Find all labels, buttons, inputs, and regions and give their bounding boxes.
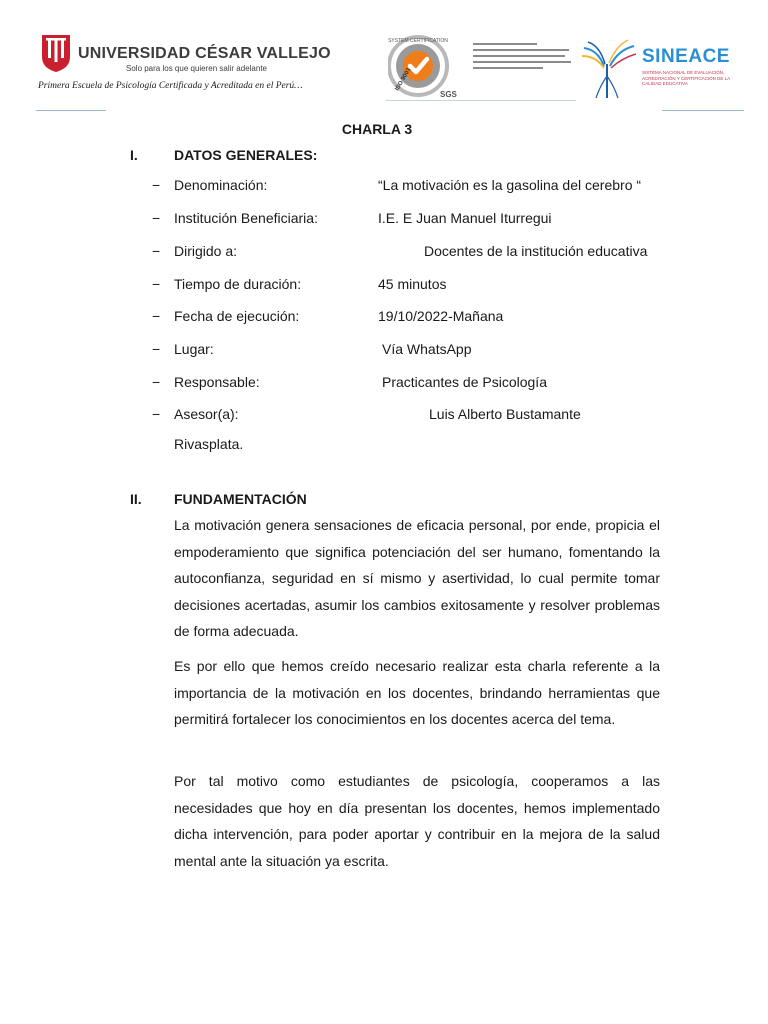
university-tagline: Solo para los que quieren salir adelante	[126, 64, 267, 73]
field-value-institucion: I.E. E Juan Manuel Iturregui	[378, 210, 552, 226]
sineace-subtitle: SISTEMA NACIONAL DE EVALUACIÓN, ACREDITACIÓN Y CERTIFICACIÓN DE LA CALIDAD EDUCATIVA	[642, 70, 730, 86]
bullet-dash: −	[152, 177, 161, 193]
header-rule-left	[36, 110, 106, 111]
sineace-emblem-icon	[578, 36, 640, 100]
seal-brand-text: SGS	[440, 90, 457, 99]
section-2-title: FUNDAMENTACIÓN	[174, 491, 307, 507]
header-rule-right	[662, 110, 744, 111]
field-value-responsable: Practicantes de Psicología	[382, 374, 547, 390]
field-value-lugar: Vía WhatsApp	[382, 341, 472, 357]
paragraph-3: Por tal motivo como estudiantes de psicología, cooperamos a las necesidades que hoy en día presentan los docentes, hemos implementado dicha intervención, para poder aportar y contribuir en la mejora de la salud mental ante la situación ya escrita.	[174, 773, 660, 869]
field-value-asesor-continuation: Rivasplata.	[174, 436, 244, 452]
bullet-dash: −	[152, 341, 161, 357]
sgs-certification-seal-icon	[388, 33, 472, 101]
field-value-duracion: 45 minutos	[378, 276, 447, 292]
section-1-number: I.	[130, 147, 138, 163]
field-label-asesor: Asesor(a):	[174, 406, 239, 422]
field-value-dirigido: Docentes de la institución educativa	[424, 243, 648, 259]
field-label-institucion: Institución Beneficiaria:	[174, 210, 318, 226]
school-line: Primera Escuela de Psicología Certificada y Acreditada en el Perú…	[38, 81, 303, 91]
field-label-responsable: Responsable:	[174, 374, 260, 390]
field-label-lugar: Lugar:	[174, 341, 214, 357]
section-1-title: DATOS GENERALES:	[174, 147, 318, 163]
certification-description-text	[473, 43, 573, 79]
section-2-number: II.	[130, 491, 142, 507]
document-title: CHARLA 3	[341, 121, 413, 137]
field-value-fecha: 19/10/2022-Mañana	[378, 308, 504, 324]
bullet-dash: −	[152, 308, 161, 324]
seal-iso-text: ISO 9001	[394, 67, 413, 92]
field-label-denominacion: Denominación:	[174, 177, 268, 193]
field-value-asesor: Luis Alberto Bustamante	[429, 406, 581, 422]
field-value-denominacion: “La motivación es la gasolina del cerebro “	[378, 177, 642, 193]
bullet-dash: −	[152, 406, 161, 422]
paragraph-2: Es por ello que hemos creído necesario realizar esta charla referente a la importancia de la motivación en los docentes, brindando herramientas que permitirá fortalecer los conocimientos en los docentes acerca del tema.	[174, 658, 660, 727]
university-name: UNIVERSIDAD CÉSAR VALLEJO	[78, 45, 331, 62]
sineace-name: SINEACE	[642, 46, 730, 67]
bullet-dash: −	[152, 210, 161, 226]
field-label-duracion: Tiempo de duración:	[174, 276, 302, 292]
header-divider	[386, 100, 576, 101]
bullet-dash: −	[152, 276, 161, 292]
bullet-dash: −	[152, 374, 161, 390]
field-label-fecha: Fecha de ejecución:	[174, 308, 300, 324]
ucv-emblem-icon	[40, 31, 72, 73]
paragraph-1: La motivación genera sensaciones de eficacia personal, por ende, propicia el empoderamiento que significa potenciación del ser humano, fomentando la autoconfianza, seguridad en sí mismo y asertividad, lo cual permite tomar decisiones acertadas, asumir los cambios exitosamente y resolver problemas de forma adecuada.	[174, 517, 660, 639]
seal-top-text: SYSTEM CERTIFICATION	[388, 38, 448, 44]
field-label-dirigido: Dirigido a:	[174, 243, 238, 259]
bullet-dash: −	[152, 243, 161, 259]
